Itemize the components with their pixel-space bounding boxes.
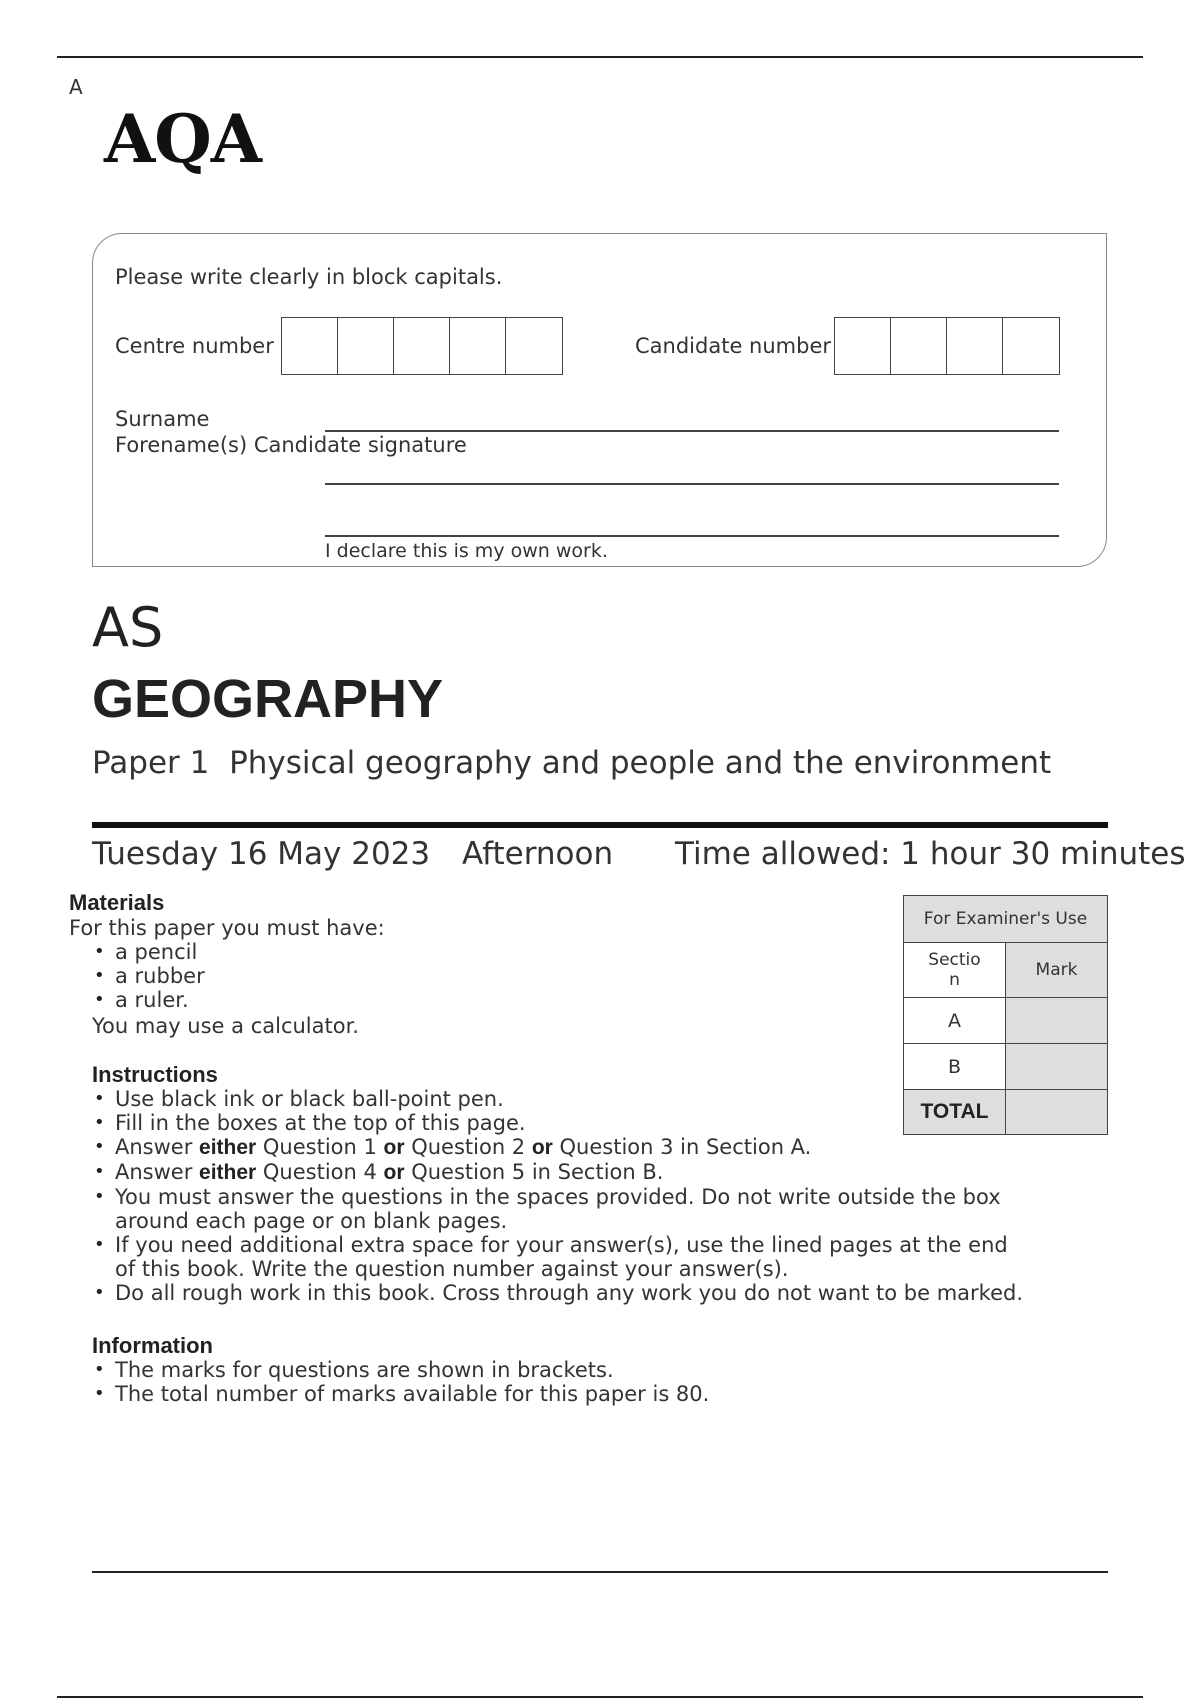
- section-a-label: A: [904, 998, 1006, 1044]
- list-item: • Fill in the boxes at the top of this page.: [92, 1111, 1023, 1135]
- aqa-logo: AQA: [104, 100, 261, 178]
- total-mark: [1006, 1090, 1108, 1135]
- instructions-list: [92, 1087, 1023, 1305]
- bottom-rule: [57, 1696, 1143, 1698]
- centre-number-digit[interactable]: [506, 318, 562, 374]
- centre-number-digit[interactable]: [282, 318, 338, 374]
- page-letter: A: [69, 75, 83, 99]
- materials-heading: Materials: [69, 890, 165, 915]
- list-item: • a rubber: [92, 964, 205, 988]
- section-b-mark: [1006, 1044, 1108, 1090]
- list-item: • The total number of marks available for this paper is 80.: [92, 1382, 709, 1406]
- centre-number-digit[interactable]: [450, 318, 506, 374]
- surname-line[interactable]: [325, 430, 1059, 432]
- examiners-use-title: For Examiner's Use: [904, 896, 1108, 943]
- block-capitals-instruction: Please write clearly in block capitals.: [115, 265, 503, 289]
- forename-signature-label: Forename(s) Candidate signature: [115, 433, 467, 457]
- paper-title: Paper 1 Physical geography and people and the environment: [92, 745, 1052, 781]
- list-item: • Do all rough work in this book. Cross through any work you do not want to be marked.: [92, 1281, 1023, 1305]
- forename-line[interactable]: [325, 483, 1059, 485]
- centre-number-digit[interactable]: [394, 318, 450, 374]
- materials-list: [92, 940, 205, 1012]
- signature-line[interactable]: [325, 535, 1059, 537]
- candidate-number-digit[interactable]: [947, 318, 1003, 374]
- candidate-number-digit[interactable]: [891, 318, 947, 374]
- materials-intro: For this paper you must have:: [69, 916, 385, 940]
- section-a-mark: [1006, 998, 1108, 1044]
- surname-label: Surname: [115, 407, 210, 431]
- information-heading: Information: [92, 1333, 213, 1358]
- centre-number-boxes[interactable]: [281, 317, 563, 375]
- list-item: • Use black ink or black ball-point pen.: [92, 1087, 1023, 1111]
- information-list: [92, 1358, 709, 1406]
- instructions-heading: Instructions: [92, 1062, 218, 1087]
- subject-title: GEOGRAPHY: [92, 669, 444, 729]
- list-item: • The marks for questions are shown in brackets.: [92, 1358, 709, 1382]
- candidate-number-label: Candidate number: [635, 334, 831, 358]
- top-rule: [57, 56, 1143, 58]
- declaration-text: I declare this is my own work.: [325, 540, 608, 562]
- centre-number-label: Centre number: [115, 334, 274, 358]
- list-item: • You must answer the questions in the spaces provided. Do not write outside the box around each page or on blank pages.: [92, 1185, 1023, 1233]
- section-b-label: B: [904, 1044, 1006, 1090]
- total-label: TOTAL: [904, 1090, 1006, 1135]
- candidate-number-digit[interactable]: [1003, 318, 1059, 374]
- section-column-header: Sectio n: [904, 943, 1006, 998]
- list-item: • If you need additional extra space for your answer(s), use the lined pages at the end of this book. Write the question number against your answer(s).: [92, 1233, 1023, 1281]
- footer-rule: [92, 1571, 1108, 1573]
- examiners-use-table: [903, 895, 1108, 1135]
- time-allowed: Time allowed: 1 hour 30 minutes: [675, 836, 1186, 872]
- list-item: • Answer either Question 4 or Question 5 in Section B.: [92, 1160, 1023, 1185]
- mark-column-header: Mark: [1006, 943, 1108, 998]
- list-item: • Answer either Question 1 or Question 2 or Question 3 in Section A.: [92, 1135, 1023, 1160]
- candidate-number-boxes[interactable]: [834, 317, 1060, 375]
- exam-session: Afternoon: [462, 836, 614, 872]
- list-item: • a pencil: [92, 940, 205, 964]
- candidate-number-digit[interactable]: [835, 318, 891, 374]
- centre-number-digit[interactable]: [338, 318, 394, 374]
- list-item: • a ruler.: [92, 988, 205, 1012]
- exam-date: Tuesday 16 May 2023: [92, 836, 431, 872]
- calculator-note: You may use a calculator.: [92, 1014, 359, 1038]
- title-rule: [92, 822, 1108, 828]
- qualification-level: AS: [92, 596, 164, 659]
